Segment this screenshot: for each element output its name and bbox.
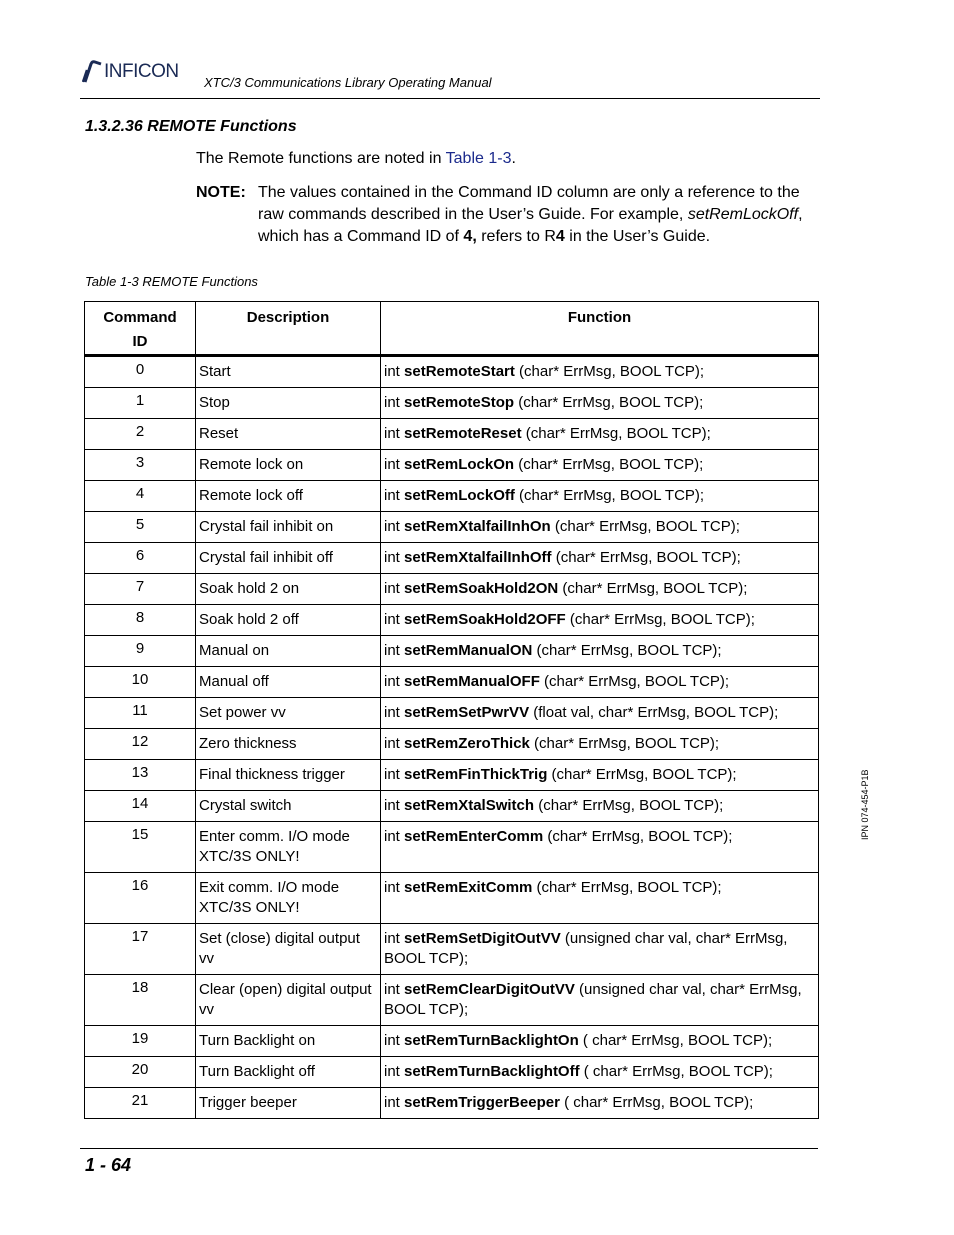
- function-name: setRemSetDigitOutVV: [404, 930, 561, 947]
- function-name: setRemTurnBacklightOn: [404, 1032, 579, 1049]
- cell-description: Remote lock off: [196, 481, 381, 512]
- function-name: setRemSetPwrVV: [404, 704, 530, 721]
- function-args: (unsigned char val, char* ErrMsg, BOOL TCP);: [384, 981, 802, 1018]
- table-row: [85, 698, 819, 729]
- function-return-type: int: [384, 797, 405, 814]
- function-return-type: int: [384, 735, 405, 752]
- function-args: ( char* ErrMsg, BOOL TCP);: [578, 1032, 773, 1049]
- cell-description: Manual on: [196, 636, 381, 667]
- function-name: setRemExitComm: [404, 879, 533, 896]
- function-args: (char* ErrMsg, BOOL TCP);: [534, 797, 724, 814]
- function-name: setRemTurnBacklightOff: [404, 1063, 580, 1080]
- cell-function: [381, 873, 819, 924]
- cell-description: Manual off: [196, 667, 381, 698]
- header-id-line1: Command: [103, 309, 177, 326]
- cell-description: Soak hold 2 on: [196, 574, 381, 605]
- function-return-type: int: [384, 518, 405, 535]
- function-return-type: int: [384, 673, 405, 690]
- cell-command-id: 13: [85, 760, 196, 791]
- manual-title: XTC/3 Communications Library Operating Manual: [204, 75, 492, 90]
- header-description: Description: [196, 302, 381, 356]
- function-name: setRemEnterComm: [404, 828, 544, 845]
- function-name: setRemZeroThick: [404, 735, 530, 752]
- cell-function: [381, 481, 819, 512]
- header-function: Function: [381, 302, 819, 356]
- function-args: (char* ErrMsg, BOOL TCP);: [521, 425, 711, 442]
- cell-command-id: 16: [85, 873, 196, 924]
- function-return-type: int: [384, 1094, 405, 1111]
- inficon-logo: [82, 60, 179, 84]
- function-name: setRemManualOFF: [404, 673, 540, 690]
- function-name: setRemoteStop: [404, 394, 515, 411]
- function-return-type: int: [384, 1032, 405, 1049]
- function-args: (char* ErrMsg, BOOL TCP);: [514, 363, 705, 380]
- table-caption: Table 1-3 REMOTE Functions: [85, 274, 258, 289]
- function-return-type: int: [384, 828, 405, 845]
- function-args: (char* ErrMsg, BOOL TCP);: [514, 456, 704, 473]
- cell-command-id: 8: [85, 605, 196, 636]
- cell-command-id: 14: [85, 791, 196, 822]
- table-row: [85, 873, 819, 924]
- function-args: (char* ErrMsg, BOOL TCP);: [547, 766, 737, 783]
- table-row: [85, 975, 819, 1026]
- cell-command-id: 5: [85, 512, 196, 543]
- cell-description: Soak hold 2 off: [196, 605, 381, 636]
- cell-function: [381, 698, 819, 729]
- function-return-type: int: [384, 456, 405, 473]
- table-row: [85, 1026, 819, 1057]
- footer-divider: [80, 1148, 818, 1149]
- table-row: [85, 574, 819, 605]
- function-name: setRemClearDigitOutVV: [404, 981, 575, 998]
- header-id-line2: ID: [132, 333, 148, 350]
- cell-description: Start: [196, 356, 381, 388]
- document-code: IPN 074-454-P1B: [860, 769, 870, 840]
- cell-function: [381, 356, 819, 388]
- function-return-type: int: [384, 879, 405, 896]
- function-return-type: int: [384, 930, 405, 947]
- section-heading: 1.3.2.36 REMOTE Functions: [85, 118, 297, 135]
- note-body: [258, 182, 818, 248]
- cell-description: Reset: [196, 419, 381, 450]
- cell-description: Trigger beeper: [196, 1088, 381, 1119]
- cell-description: Turn Backlight on: [196, 1026, 381, 1057]
- table-row: [85, 729, 819, 760]
- cell-function: [381, 543, 819, 574]
- table-row: [85, 760, 819, 791]
- cell-description: Set power vv: [196, 698, 381, 729]
- cell-command-id: 1: [85, 388, 196, 419]
- function-args: (char* ErrMsg, BOOL TCP);: [543, 828, 733, 845]
- table-row: [85, 1057, 819, 1088]
- table-row: [85, 356, 819, 388]
- table-row: [85, 512, 819, 543]
- note-block: [196, 182, 818, 248]
- cell-command-id: 17: [85, 924, 196, 975]
- function-args: (char* ErrMsg, BOOL TCP);: [514, 394, 704, 411]
- cell-command-id: 9: [85, 636, 196, 667]
- function-name: setRemTriggerBeeper: [404, 1094, 560, 1111]
- note-example-id: 4,: [463, 228, 477, 245]
- function-name: setRemLockOff: [404, 487, 515, 504]
- cell-function: [381, 512, 819, 543]
- function-return-type: int: [384, 580, 405, 597]
- cell-function: [381, 791, 819, 822]
- function-name: setRemXtalfailInhOn: [404, 518, 551, 535]
- cell-function: [381, 1026, 819, 1057]
- function-name: setRemManualON: [404, 642, 533, 659]
- cell-command-id: 18: [85, 975, 196, 1026]
- inficon-logo-mark-icon: [82, 60, 102, 84]
- table-row: [85, 388, 819, 419]
- function-args: (char* ErrMsg, BOOL TCP);: [551, 549, 741, 566]
- intro-text: The Remote functions are noted in: [196, 150, 446, 167]
- function-args: (char* ErrMsg, BOOL TCP);: [529, 735, 720, 752]
- intro-paragraph: [196, 150, 516, 168]
- page-number: 1 - 64: [85, 1155, 132, 1175]
- cell-description: Enter comm. I/O mode XTC/3S ONLY!: [196, 822, 381, 873]
- note-example-r: 4: [555, 228, 565, 245]
- cell-function: [381, 636, 819, 667]
- table-row: [85, 605, 819, 636]
- cell-description: Crystal switch: [196, 791, 381, 822]
- function-return-type: int: [384, 549, 405, 566]
- remote-functions-table: [84, 301, 819, 1119]
- cell-command-id: 21: [85, 1088, 196, 1119]
- cell-function: [381, 574, 819, 605]
- note-text: refers to R: [476, 228, 556, 245]
- note-example-function: setRemLockOff: [687, 206, 799, 223]
- cell-function: [381, 388, 819, 419]
- cell-command-id: 11: [85, 698, 196, 729]
- header-command-id: [85, 302, 196, 356]
- logo-text: INFICON: [104, 61, 179, 82]
- function-name: setRemXtalfailInhOff: [404, 549, 552, 566]
- function-args: (float val, char* ErrMsg, BOOL TCP);: [529, 704, 779, 721]
- cell-command-id: 4: [85, 481, 196, 512]
- function-args: ( char* ErrMsg, BOOL TCP);: [579, 1063, 773, 1080]
- cell-command-id: 12: [85, 729, 196, 760]
- function-return-type: int: [384, 363, 405, 380]
- cell-description: Crystal fail inhibit off: [196, 543, 381, 574]
- cell-function: [381, 822, 819, 873]
- function-args: (char* ErrMsg, BOOL TCP);: [532, 879, 722, 896]
- table-row: [85, 481, 819, 512]
- cell-description: Stop: [196, 388, 381, 419]
- function-return-type: int: [384, 394, 405, 411]
- cell-function: [381, 450, 819, 481]
- function-name: setRemLockOn: [404, 456, 515, 473]
- cell-command-id: 10: [85, 667, 196, 698]
- cell-description: Final thickness trigger: [196, 760, 381, 791]
- function-return-type: int: [384, 425, 405, 442]
- function-args: (char* ErrMsg, BOOL TCP);: [558, 580, 748, 597]
- cell-function: [381, 1057, 819, 1088]
- cell-command-id: 20: [85, 1057, 196, 1088]
- function-return-type: int: [384, 642, 405, 659]
- function-name: setRemoteStart: [404, 363, 515, 380]
- table-row: [85, 419, 819, 450]
- cell-description: Crystal fail inhibit on: [196, 512, 381, 543]
- note-text: , which has a Command ID of: [258, 206, 803, 245]
- function-return-type: int: [384, 704, 405, 721]
- cell-description: Turn Backlight off: [196, 1057, 381, 1088]
- cell-command-id: 6: [85, 543, 196, 574]
- intro-end: .: [511, 150, 516, 167]
- function-return-type: int: [384, 611, 405, 628]
- cell-command-id: 15: [85, 822, 196, 873]
- function-name: setRemFinThickTrig: [404, 766, 548, 783]
- function-args: ( char* ErrMsg, BOOL TCP);: [559, 1094, 754, 1111]
- cell-command-id: 0: [85, 356, 196, 388]
- cell-description: Zero thickness: [196, 729, 381, 760]
- table-header-row: [85, 302, 819, 356]
- cell-command-id: 7: [85, 574, 196, 605]
- cell-function: [381, 605, 819, 636]
- function-args: (char* ErrMsg, BOOL TCP);: [550, 518, 740, 535]
- function-name: setRemSoakHold2ON: [404, 580, 559, 597]
- table-row: [85, 543, 819, 574]
- cell-function: [381, 924, 819, 975]
- table-row: [85, 822, 819, 873]
- function-name: setRemXtalSwitch: [404, 797, 535, 814]
- function-return-type: int: [384, 1063, 405, 1080]
- table-row: [85, 636, 819, 667]
- table-row: [85, 791, 819, 822]
- cell-function: [381, 1088, 819, 1119]
- table-row: [85, 667, 819, 698]
- function-name: setRemSoakHold2OFF: [404, 611, 566, 628]
- cell-command-id: 3: [85, 450, 196, 481]
- table-row: [85, 924, 819, 975]
- cell-function: [381, 975, 819, 1026]
- cell-command-id: 2: [85, 419, 196, 450]
- cell-function: [381, 729, 819, 760]
- function-args: (char* ErrMsg, BOOL TCP);: [539, 673, 730, 690]
- cell-description: Remote lock on: [196, 450, 381, 481]
- cell-command-id: 19: [85, 1026, 196, 1057]
- table-row: [85, 450, 819, 481]
- header-divider: [80, 98, 820, 99]
- cell-function: [381, 760, 819, 791]
- function-return-type: int: [384, 981, 405, 998]
- function-args: (unsigned char val, char* ErrMsg, BOOL TCP);: [384, 930, 788, 967]
- function-args: (char* ErrMsg, BOOL TCP);: [514, 487, 705, 504]
- cell-function: [381, 667, 819, 698]
- function-return-type: int: [384, 487, 405, 504]
- cell-description: Set (close) digital output vv: [196, 924, 381, 975]
- function-name: setRemoteReset: [404, 425, 522, 442]
- function-args: (char* ErrMsg, BOOL TCP);: [565, 611, 755, 628]
- function-args: (char* ErrMsg, BOOL TCP);: [532, 642, 722, 659]
- table-reference-link[interactable]: Table 1-3: [445, 150, 512, 167]
- note-text: The values contained in the Command ID column are only a reference to the raw commands described in the User’s Guide. For example,: [258, 184, 800, 223]
- table-row: [85, 1088, 819, 1119]
- cell-description: Clear (open) digital output vv: [196, 975, 381, 1026]
- note-label: NOTE:: [196, 184, 246, 201]
- cell-description: Exit comm. I/O mode XTC/3S ONLY!: [196, 873, 381, 924]
- function-return-type: int: [384, 766, 405, 783]
- note-text: in the User’s Guide.: [564, 228, 711, 245]
- cell-function: [381, 419, 819, 450]
